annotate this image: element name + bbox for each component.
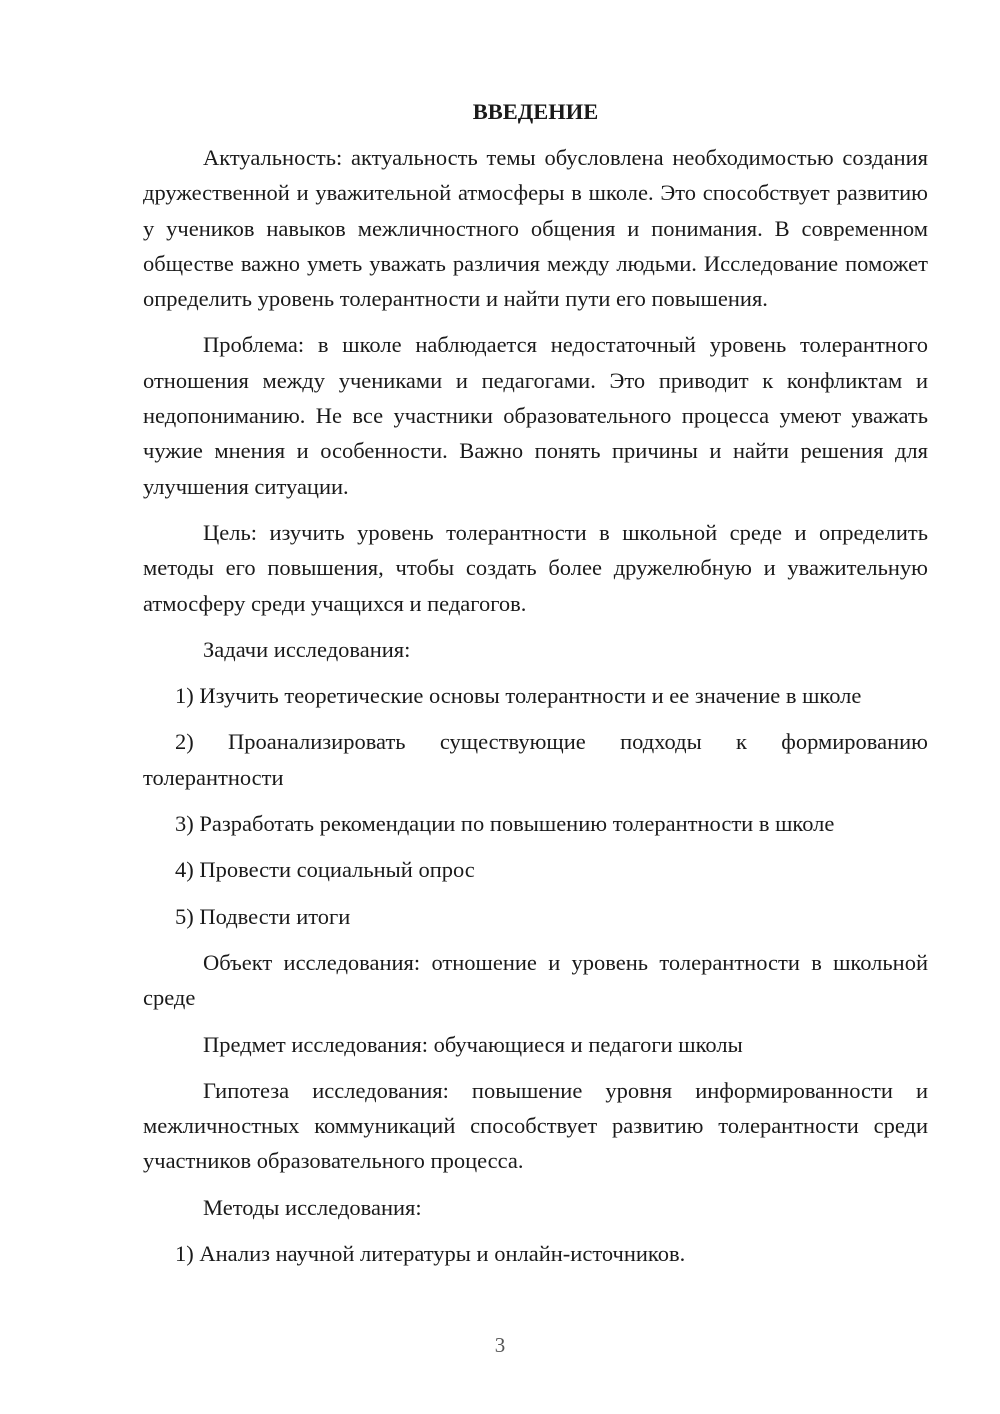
paragraph-object: Объект исследования: отношение и уровень толерантности в школьной среде — [143, 949, 928, 1011]
task-item-5: 5) Подвести итоги — [175, 903, 351, 929]
methods-heading: Методы исследования: — [203, 1194, 422, 1220]
task-item-3: 3) Разработать рекомендации по повышению толерантности в школе — [175, 811, 835, 837]
task-item-1: 1) Изучить теоретические основы толерантности и ее значение в школе — [175, 683, 862, 709]
task-item-4: 4) Провести социальный опрос — [175, 857, 475, 883]
task-item-2: 2) Проанализировать существующие подходы к формированию толерантности — [143, 729, 928, 790]
paragraph-goal: Цель: изучить уровень толерантности в школьной среде и определить методы его повышения, чтобы создать более дружелюбную и уважительную атмосферу среди учащихся и педагогов. — [143, 519, 928, 616]
paragraph-hypothesis: Гипотеза исследования: повышение уровня информированности и межличностных коммуникаций способствует развитию толерантности среди участников образовательного процесса. — [143, 1077, 928, 1174]
tasks-heading: Задачи исследования: — [203, 636, 411, 662]
method-item-1: 1) Анализ научной литературы и онлайн-источников. — [175, 1241, 686, 1267]
paragraph-problem: Проблема: в школе наблюдается недостаточный уровень толерантного отношения между учениками и педагогами. Это приводит к конфликтам и недопониманию. Не все участники образовательного процесса умеют уважать чужие мнения и особенности. Важно понять причины и найти решения для улучшения ситуации. — [143, 332, 928, 499]
section-title: ВВЕДЕНИЕ — [472, 99, 599, 124]
document-page — [143, 94, 928, 1282]
page-number: 3 — [494, 1333, 506, 1357]
paragraph-subject: Предмет исследования: обучающиеся и педагоги школы — [203, 1031, 743, 1057]
paragraph-relevance: Актуальность: актуальность темы обусловлена необходимостью создания дружественной и уважительной атмосферы в школе. Это способствует развитию у учеников навыков межличностного общения и понимания. В современном обществе важно уметь уважать различия между людьми. Исследование поможет определить уровень толерантности и найти пути его повышения. — [143, 145, 928, 312]
